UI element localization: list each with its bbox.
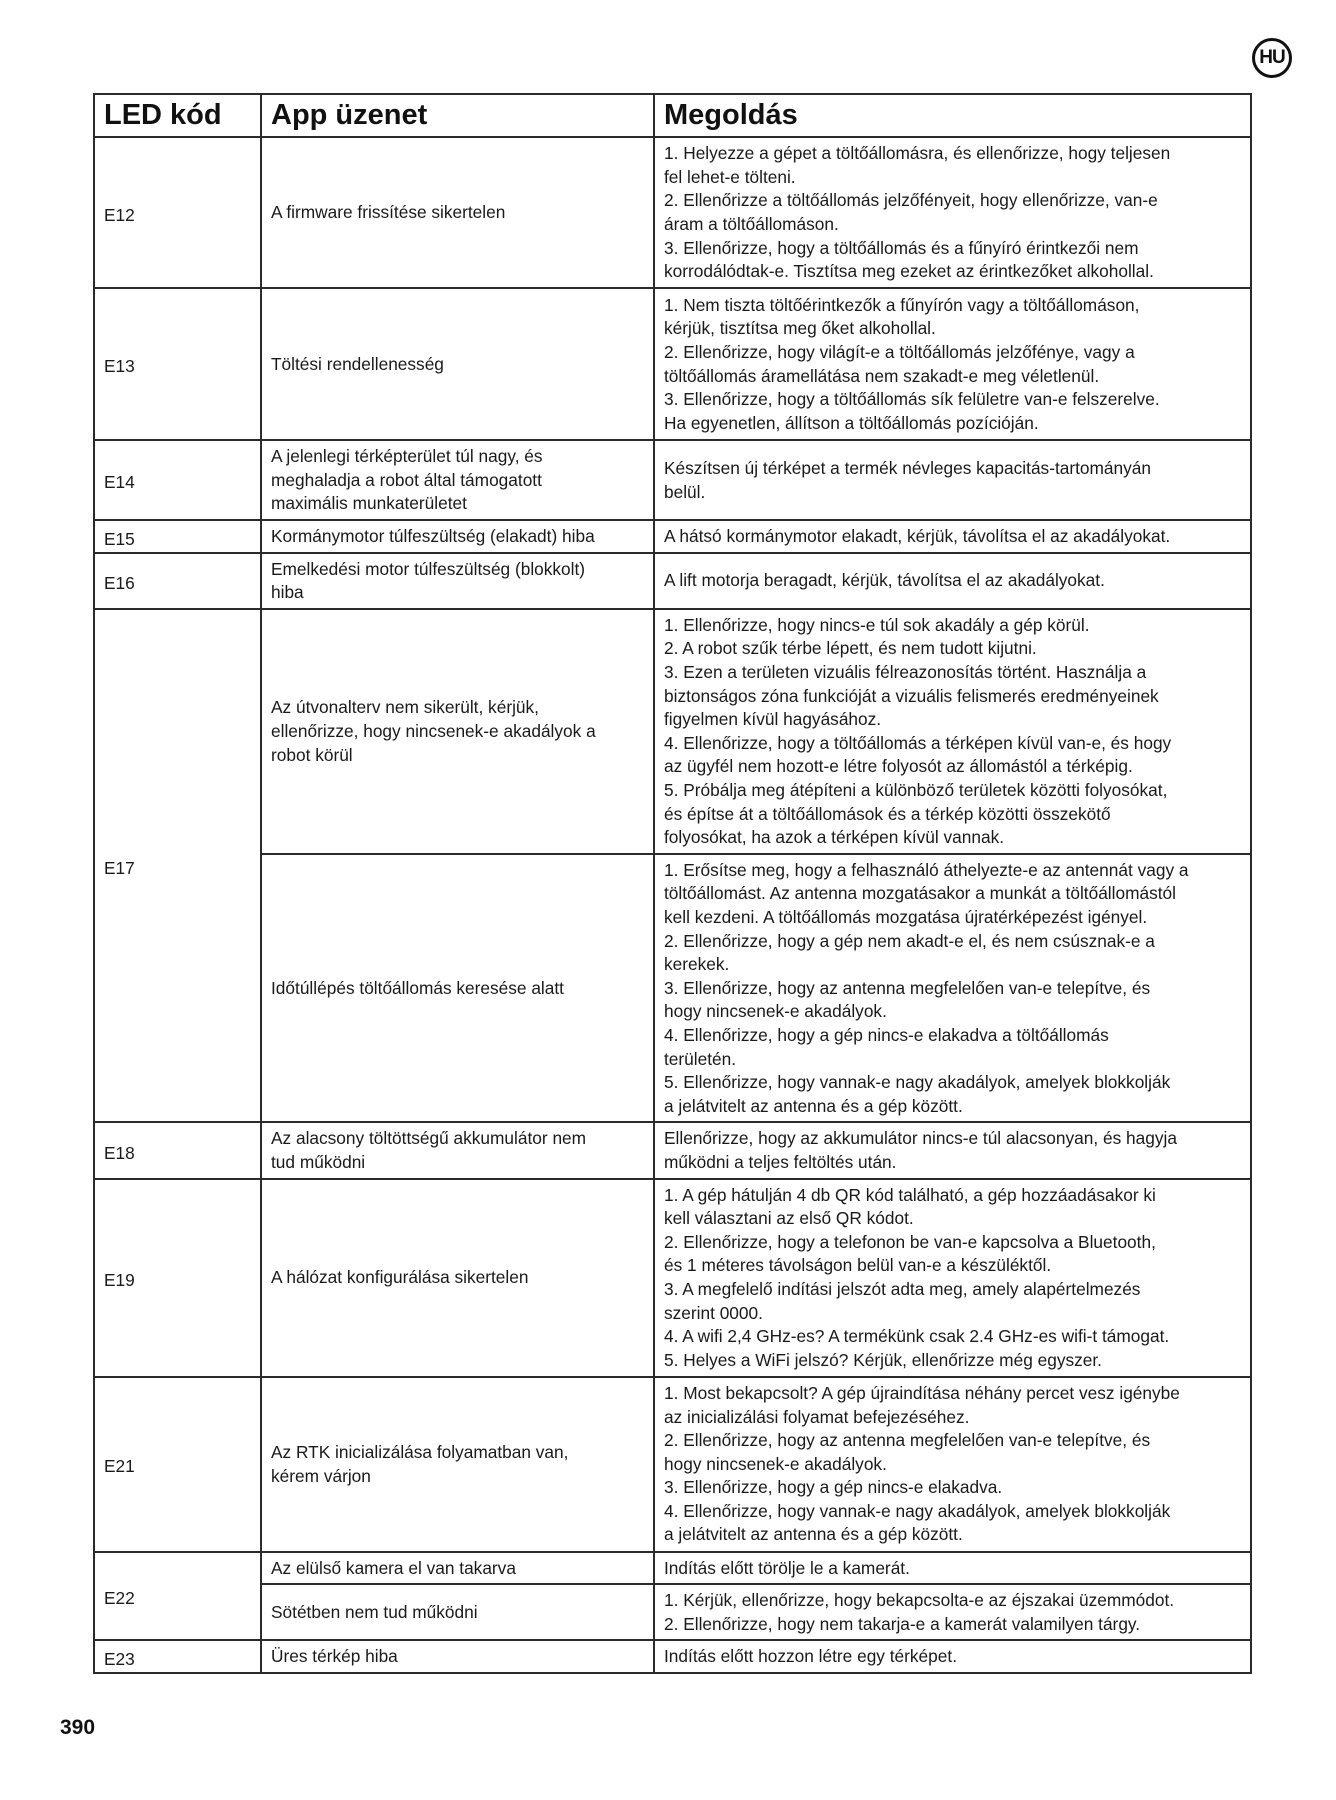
solution-cell: 1. Most bekapcsolt? A gép újraindítása néhány percet vesz igénybe az inicializálási folyamat befejezéséhez. 2. Ellenőrizze, hogy az antenna megfelelően van-e telepítve, és hogy nincsenek-e akadályok. 3. Ellenőrizze, hogy a gép nincs-e elakadva. 4. Ellenőrizze, hogy vannak-e nagy akadályok, amelyek blokkolják a jelátvitelt az antenna és a gép között. bbox=[654, 1377, 1251, 1552]
error-code-table bbox=[93, 93, 1252, 1674]
table-row-e16 bbox=[94, 553, 1251, 609]
solution-cell: A lift motorja beragadt, kérjük, távolítsa el az akadályokat. bbox=[654, 553, 1251, 609]
table-row-e17-sub bbox=[94, 854, 1251, 1123]
table-row-e19 bbox=[94, 1179, 1251, 1377]
led-code-cell: E16 bbox=[94, 553, 261, 609]
solution-cell: Ellenőrizze, hogy az akkumulátor nincs-e túl alacsonyan, és hagyja működni a teljes feltöltés után. bbox=[654, 1122, 1251, 1178]
language-badge-hu: HU bbox=[1252, 38, 1292, 78]
app-message-cell: Kormánymotor túlfeszültség (elakadt) hiba bbox=[261, 520, 654, 553]
solution-cell: 1. A gép hátulján 4 db QR kód található, a gép hozzáadásakor ki kell választani az első QR kódot. 2. Ellenőrizze, hogy a telefonon be van-e kapcsolva a Bluetooth, és 1 méteres távolságon belül van-e a készüléktől. 3. A megfelelő indítási jelszót adta meg, amely alapértelmezés szerint 0000. 4. A wifi 2,4 GHz-es? A termékünk csak 2.4 GHz-es wifi-t támogat. 5. Helyes a WiFi jelszó? Kérjük, ellenőrizze még egyszer. bbox=[654, 1179, 1251, 1377]
app-message-cell: A hálózat konfigurálása sikertelen bbox=[261, 1179, 654, 1377]
led-code-cell: E14 bbox=[94, 440, 261, 520]
solution-cell: 1. Kérjük, ellenőrizze, hogy bekapcsolta-e az éjszakai üzemmódot. 2. Ellenőrizze, hogy nem takarja-e a kamerát valamilyen tárgy. bbox=[654, 1584, 1251, 1640]
app-message-cell: Az útvonalterv nem sikerült, kérjük, ellenőrizze, hogy nincsenek-e akadályok a robot körül bbox=[261, 609, 654, 854]
table-row-e17 bbox=[94, 609, 1251, 854]
led-code-cell: E15 bbox=[94, 520, 261, 553]
header-app-message: App üzenet bbox=[261, 94, 654, 137]
solution-cell: Készítsen új térképet a termék névleges kapacitás-tartományán belül. bbox=[654, 440, 1251, 520]
app-message-cell: Emelkedési motor túlfeszültség (blokkolt) hiba bbox=[261, 553, 654, 609]
app-message-cell: A firmware frissítése sikertelen bbox=[261, 137, 654, 288]
solution-cell: Indítás előtt hozzon létre egy térképet. bbox=[654, 1640, 1251, 1673]
led-code-cell: E19 bbox=[94, 1179, 261, 1377]
table-row-e15 bbox=[94, 520, 1251, 553]
app-message-cell: A jelenlegi térképterület túl nagy, és meghaladja a robot által támogatott maximális munkaterületet bbox=[261, 440, 654, 520]
led-code-cell: E23 bbox=[94, 1640, 261, 1673]
table-row-e18 bbox=[94, 1122, 1251, 1178]
table-row-e13 bbox=[94, 288, 1251, 440]
led-code-cell: E22 bbox=[94, 1552, 261, 1641]
app-message-cell: Az alacsony töltöttségű akkumulátor nem tud működni bbox=[261, 1122, 654, 1178]
solution-cell: Indítás előtt törölje le a kamerát. bbox=[654, 1552, 1251, 1585]
page-number: 390 bbox=[60, 1716, 96, 1739]
table-row-e14 bbox=[94, 440, 1251, 520]
led-code-cell: E17 bbox=[94, 609, 261, 1123]
table-row-e23 bbox=[94, 1640, 1251, 1673]
led-code-cell: E21 bbox=[94, 1377, 261, 1552]
table-row-e21 bbox=[94, 1377, 1251, 1552]
app-message-cell: Időtúllépés töltőállomás keresése alatt bbox=[261, 854, 654, 1123]
led-code-cell: E13 bbox=[94, 288, 261, 440]
led-code-cell: E12 bbox=[94, 137, 261, 288]
solution-cell: 1. Ellenőrizze, hogy nincs-e túl sok akadály a gép körül. 2. A robot szűk térbe lépett, és nem tudott kijutni. 3. Ezen a területen vizuális félreazonosítás történt. Használja a biztonságos zóna funkcióját a vizuális felismerés eredményeinek figyelmen kívül hagyásához. 4. Ellenőrizze, hogy a töltőállomás a térképen kívül van-e, és hogy az ügyfél nem hozott-e létre folyosót az állomástól a térképig. 5. Próbálja meg átépíteni a különböző területek közötti folyosókat, és építse át a töltőállomások és a térkép közötti összekötő folyosókat, ha azok a térképen kívül vannak. bbox=[654, 609, 1251, 854]
solution-cell: 1. Erősítse meg, hogy a felhasználó áthelyezte-e az antennát vagy a töltőállomást. Az antenna mozgatásakor a munkát a töltőállomástól kell kezdeni. A töltőállomás mozgatása újratérképezést igényel. 2. Ellenőrizze, hogy a gép nem akadt-e el, és nem csúsznak-e a kerekek. 3. Ellenőrizze, hogy az antenna megfelelően van-e telepítve, és hogy nincsenek-e akadályok. 4. Ellenőrizze, hogy a gép nincs-e elakadva a töltőállomás területén. 5. Ellenőrizze, hogy vannak-e nagy akadályok, amelyek blokkolják a jelátvitelt az antenna és a gép között. bbox=[654, 854, 1251, 1123]
app-message-cell: Az elülső kamera el van takarva bbox=[261, 1552, 654, 1585]
header-led-code: LED kód bbox=[94, 94, 261, 137]
solution-cell: A hátsó kormánymotor elakadt, kérjük, távolítsa el az akadályokat. bbox=[654, 520, 1251, 553]
solution-cell: 1. Helyezze a gépet a töltőállomásra, és ellenőrizze, hogy teljesen fel lehet-e tölteni. 2. Ellenőrizze a töltőállomás jelzőfényeit, hogy ellenőrizze, van-e áram a töltőállomáson. 3. Ellenőrizze, hogy a töltőállomás és a fűnyíró érintkezői nem korrodálódtak-e. Tisztítsa meg ezeket az érintkezőket alkohollal. bbox=[654, 137, 1251, 288]
app-message-cell: Üres térkép hiba bbox=[261, 1640, 654, 1673]
table-row-e22-sub bbox=[94, 1584, 1251, 1640]
app-message-cell: Töltési rendellenesség bbox=[261, 288, 654, 440]
table-row-e22 bbox=[94, 1552, 1251, 1585]
table-header-row bbox=[94, 94, 1251, 137]
header-solution: Megoldás bbox=[654, 94, 1251, 137]
table-row-e12 bbox=[94, 137, 1251, 288]
solution-cell: 1. Nem tiszta töltőérintkezők a fűnyírón vagy a töltőállomáson, kérjük, tisztítsa meg őket alkohollal. 2. Ellenőrizze, hogy világít-e a töltőállomás jelzőfénye, vagy a töltőállomás áramellátása nem szakadt-e meg véletlenül. 3. Ellenőrizze, hogy a töltőállomás sík felületre van-e felszerelve. Ha egyenetlen, állítson a töltőállomás pozícióján. bbox=[654, 288, 1251, 440]
led-code-cell: E18 bbox=[94, 1122, 261, 1178]
app-message-cell: Sötétben nem tud működni bbox=[261, 1584, 654, 1640]
app-message-cell: Az RTK inicializálása folyamatban van, kérem várjon bbox=[261, 1377, 654, 1552]
